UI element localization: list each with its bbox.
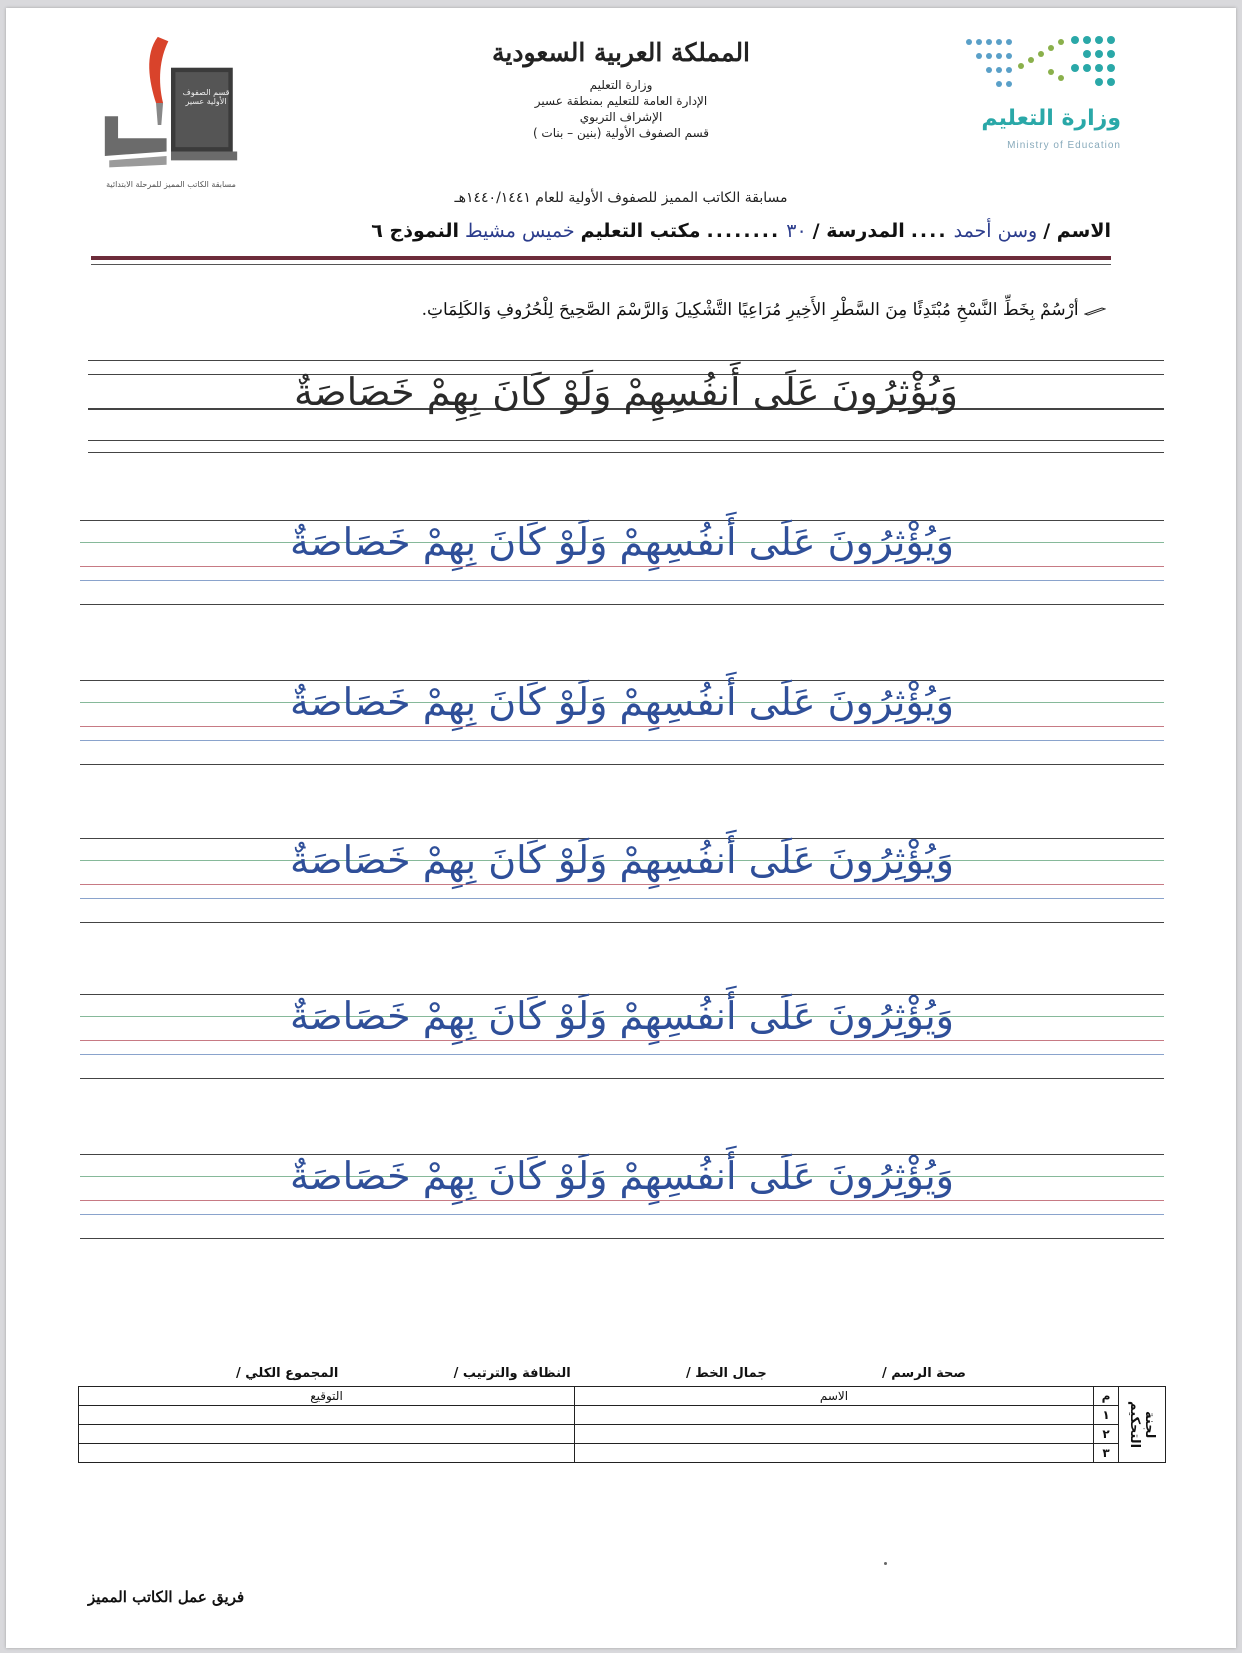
- mark-beauty-label: جمال الخط /: [686, 1366, 767, 1381]
- judge-name-cell: [575, 1406, 1094, 1425]
- office-label: مكتب التعليم: [580, 220, 701, 242]
- student-info-row: [94, 214, 1111, 248]
- school-dots: ........: [706, 220, 781, 242]
- stray-dot: [884, 1562, 887, 1565]
- mark-drawing-label: صحة الرسم /: [881, 1366, 966, 1381]
- book-logo-caption: مسابقة الكاتب المميز للمرحلة الابتدائية: [106, 180, 236, 189]
- office-value: خميس مشيط: [465, 220, 575, 242]
- row-number: ٢: [1094, 1425, 1119, 1444]
- committee-table: [78, 1386, 1166, 1463]
- model-text: وَيُؤْثِرُونَ عَلَى أَنفُسِهِمْ وَلَوْ كَانَ بِهِمْ خَصَاصَةٌ: [294, 370, 958, 414]
- model-line: [88, 360, 1164, 460]
- col-sign-header: التوقيع: [79, 1387, 575, 1406]
- department-name: قسم الصفوف الأولية (بنين – بنات ): [532, 126, 710, 140]
- ministry-name: وزارة التعليم: [589, 78, 653, 92]
- name-label: الاسم /: [1043, 220, 1111, 242]
- mark-neatness-label: النظافة والترتيب /: [453, 1366, 571, 1381]
- school-value: ٣٠: [786, 220, 807, 242]
- contest-title: مسابقة الكاتب المميز للصفوف الأولية للعام ١٤٤٠/١٤٤١هـ: [454, 190, 788, 206]
- marks-labels: [236, 1366, 966, 1381]
- pencil-icon: [1084, 306, 1106, 316]
- instruction: [156, 300, 1106, 320]
- directorate-name: الإدارة العامة للتعليم بمنطقة عسير: [534, 94, 708, 108]
- committee-label: لجنة التحكيم: [1119, 1387, 1166, 1463]
- judge-sign-cell: [79, 1425, 575, 1444]
- practice-line: [80, 1154, 1164, 1254]
- worksheet-page: [6, 8, 1236, 1648]
- practice-line: [80, 994, 1164, 1094]
- table-row: [79, 1406, 1166, 1425]
- practice-line: [80, 680, 1164, 780]
- footer-team: فريق عمل الكاتب المميز: [88, 1588, 245, 1606]
- handwritten-text: وَيُؤْثِرُونَ عَلَى أَنفُسِهِمْ وَلَوْ كَانَ بِهِمْ خَصَاصَةٌ: [290, 994, 954, 1038]
- row-number: ١: [1094, 1406, 1119, 1425]
- name-dots: ....: [910, 220, 948, 242]
- header-divider: [91, 256, 1111, 260]
- instruction-text: أرْسُمْ بِخَطِّ النَّسْخِ مُبْتَدِئًا مِنَ السَّطْرِ الأَخِيرِ مُرَاعِيًا التَّشْكِيلَ وَالرَّسْمَ الصَّحِيحَ لِلْحُرُوفِ وَالكَلِمَاتِ.: [421, 300, 1079, 320]
- school-label: المدرسة /: [812, 220, 905, 242]
- judge-sign-cell: [79, 1406, 575, 1425]
- row-number: ٣: [1094, 1444, 1119, 1463]
- table-row: [79, 1425, 1166, 1444]
- model-label: النموذج ٦: [371, 220, 460, 242]
- handwritten-text: وَيُؤْثِرُونَ عَلَى أَنفُسِهِمْ وَلَوْ كَانَ بِهِمْ خَصَاصَةٌ: [290, 520, 954, 564]
- practice-line: [80, 838, 1164, 938]
- handwritten-text: وَيُؤْثِرُونَ عَلَى أَنفُسِهِمْ وَلَوْ كَانَ بِهِمْ خَصَاصَةٌ: [290, 838, 954, 882]
- handwritten-text: وَيُؤْثِرُونَ عَلَى أَنفُسِهِمْ وَلَوْ كَانَ بِهِمْ خَصَاصَةٌ: [290, 1154, 954, 1198]
- header-divider-thin: [91, 264, 1111, 265]
- col-m-header: م: [1094, 1387, 1119, 1406]
- name-value: وسن أحمد: [953, 220, 1038, 242]
- book-logo-text: قسم الصفوف الأولية عسير: [182, 88, 230, 106]
- judge-name-cell: [575, 1444, 1094, 1463]
- judge-sign-cell: [79, 1444, 575, 1463]
- practice-line: [80, 520, 1164, 620]
- mark-total-label: المجموع الكلي /: [236, 1366, 339, 1381]
- table-row: [79, 1444, 1166, 1463]
- ministry-logo-arabic: وزارة التعليم: [981, 106, 1121, 131]
- supervision-name: الإشراف التربوي: [579, 110, 663, 124]
- kingdom-title: المملكة العربية السعودية: [491, 38, 751, 67]
- handwritten-text: وَيُؤْثِرُونَ عَلَى أَنفُسِهِمْ وَلَوْ كَانَ بِهِمْ خَصَاصَةٌ: [290, 680, 954, 724]
- col-name-header: الاسم: [575, 1387, 1094, 1406]
- ministry-logo-english: Ministry of Education: [1007, 140, 1121, 151]
- judge-name-cell: [575, 1425, 1094, 1444]
